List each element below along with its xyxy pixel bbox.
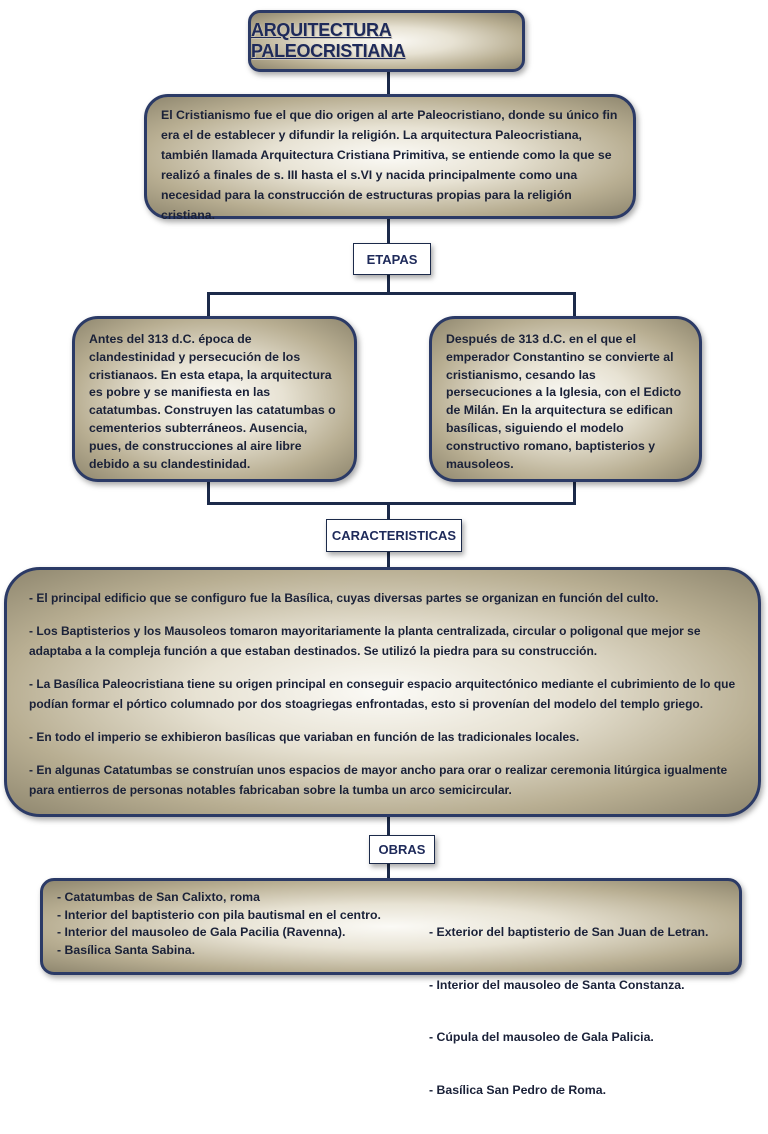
connector-box-obras — [387, 815, 390, 835]
caracteristica-item: - Los Baptisterios y los Mausoleos tomaron mayoritariamente la planta centralizada, circular o poligonal que mejor se adaptaba a la compleja función a que estaban destinados. Se utilizó la piedra para su construcción. — [29, 624, 701, 658]
etapas-label: ETAPAS — [366, 251, 418, 267]
obras-box — [40, 878, 742, 1097]
connector-branch-caracteristicas — [387, 502, 390, 519]
obra-item: - Cúpula del mausoleo de Gala Palicia. — [429, 1030, 654, 1044]
caracteristica-item: - El principal edificio que se configuro fue la Basílica, cuyas diversas partes se organizan en función del culto. — [29, 591, 659, 605]
etapa-before-box — [72, 316, 357, 482]
caracteristicas-box — [4, 567, 761, 817]
obra-item: - Basílica Santa Sabina. — [57, 942, 196, 957]
obra-item: - Basílica San Pedro de Roma. — [429, 1082, 606, 1097]
connector-intro-etapas — [387, 219, 390, 243]
connector-title-intro — [387, 72, 390, 94]
branch-bottom-left — [207, 482, 210, 504]
page-title: ARQUITECTURA PALEOCRISTIANA — [251, 20, 406, 61]
obra-item: - Catatumbas de San Calixto, roma — [57, 890, 260, 904]
caracteristica-item: - En todo el imperio se exhibieron basílicas que variaban en función de las tradicionales locales. — [29, 730, 580, 744]
obra-item: - Exterior del baptisterio de San Juan de Letran. — [429, 925, 709, 939]
caracteristicas-label-box — [326, 519, 462, 552]
obra-item: - Interior del baptisterio con pila bautismal en el centro. — [57, 907, 381, 922]
caracteristica-item: - La Basílica Paleocristiana tiene su origen principal en conseguir espacio arquitectónico mediante el cubrimiento de lo que podían formar el pórtico columnado por dos stoagriegas enfrontadas, esto si provenían del modelo del templo griego. — [29, 677, 736, 711]
obras-label: OBRAS — [378, 842, 426, 857]
connector-etapas-branch — [387, 275, 390, 293]
caracteristica-item: - En algunas Catatumbas se construían unos espacios de mayor ancho para orar o realizar ceremonia litúrgica igualmente para entierros de personas notables fabricaban sobre la tumba un arco semicircular. — [29, 763, 728, 797]
caracteristicas-label: CARACTERISTICAS — [331, 528, 457, 543]
obra-item: - Interior del mausoleo de Gala Pacilia (Ravenna). — [57, 925, 346, 939]
branch-top-left — [207, 292, 210, 316]
etapas-label-box — [353, 243, 431, 275]
etapa-after-box — [429, 316, 702, 482]
intro-box — [144, 94, 636, 222]
intro-text: El Cristianismo fue el que dio origen al arte Paleocristiano, donde su único fin era el de establecer y difundir la religión. La arquitectura Paleocristiana, también llamada Arquitectura Cristiana Primitiva, se entiende como la que se realizó a finales de s. III hasta el s.VI y nacida principalmente como una necesidad para la construcción de estructuras propias para la religión cristiana. — [161, 108, 618, 222]
title-box — [248, 10, 525, 72]
obras-label-box — [369, 835, 435, 864]
obras-left-list — [57, 889, 429, 964]
etapa-after-text: Después de 313 d.C. en el que el emperador Constantino se convierte al cristianismo, cesando las persecuciones a la Iglesia, con el Edicto de Milán. En la arquitectura se edifican basílicas, siguiendo el modelo constructivo romano, baptisterios y mausoleos. — [446, 332, 682, 471]
branch-top-right — [573, 292, 576, 316]
branch-bottom-horizontal — [207, 502, 576, 505]
obras-right-list — [429, 889, 709, 1097]
obra-item: - Interior del mausoleo de Santa Constanza. — [429, 977, 685, 992]
etapa-before-text: Antes del 313 d.C. época de clandestinidad y persecución de los cristianaos. En esta etapa, la arquitectura es pobre y se manifiesta en las catatumbas. Construyen las catatumbas o cementerios subterráneos. Ausencia, pues, de construcciones al aire libre debido a su clandestinidad. — [89, 332, 336, 471]
branch-top-horizontal — [207, 292, 576, 295]
branch-bottom-right — [573, 482, 576, 504]
